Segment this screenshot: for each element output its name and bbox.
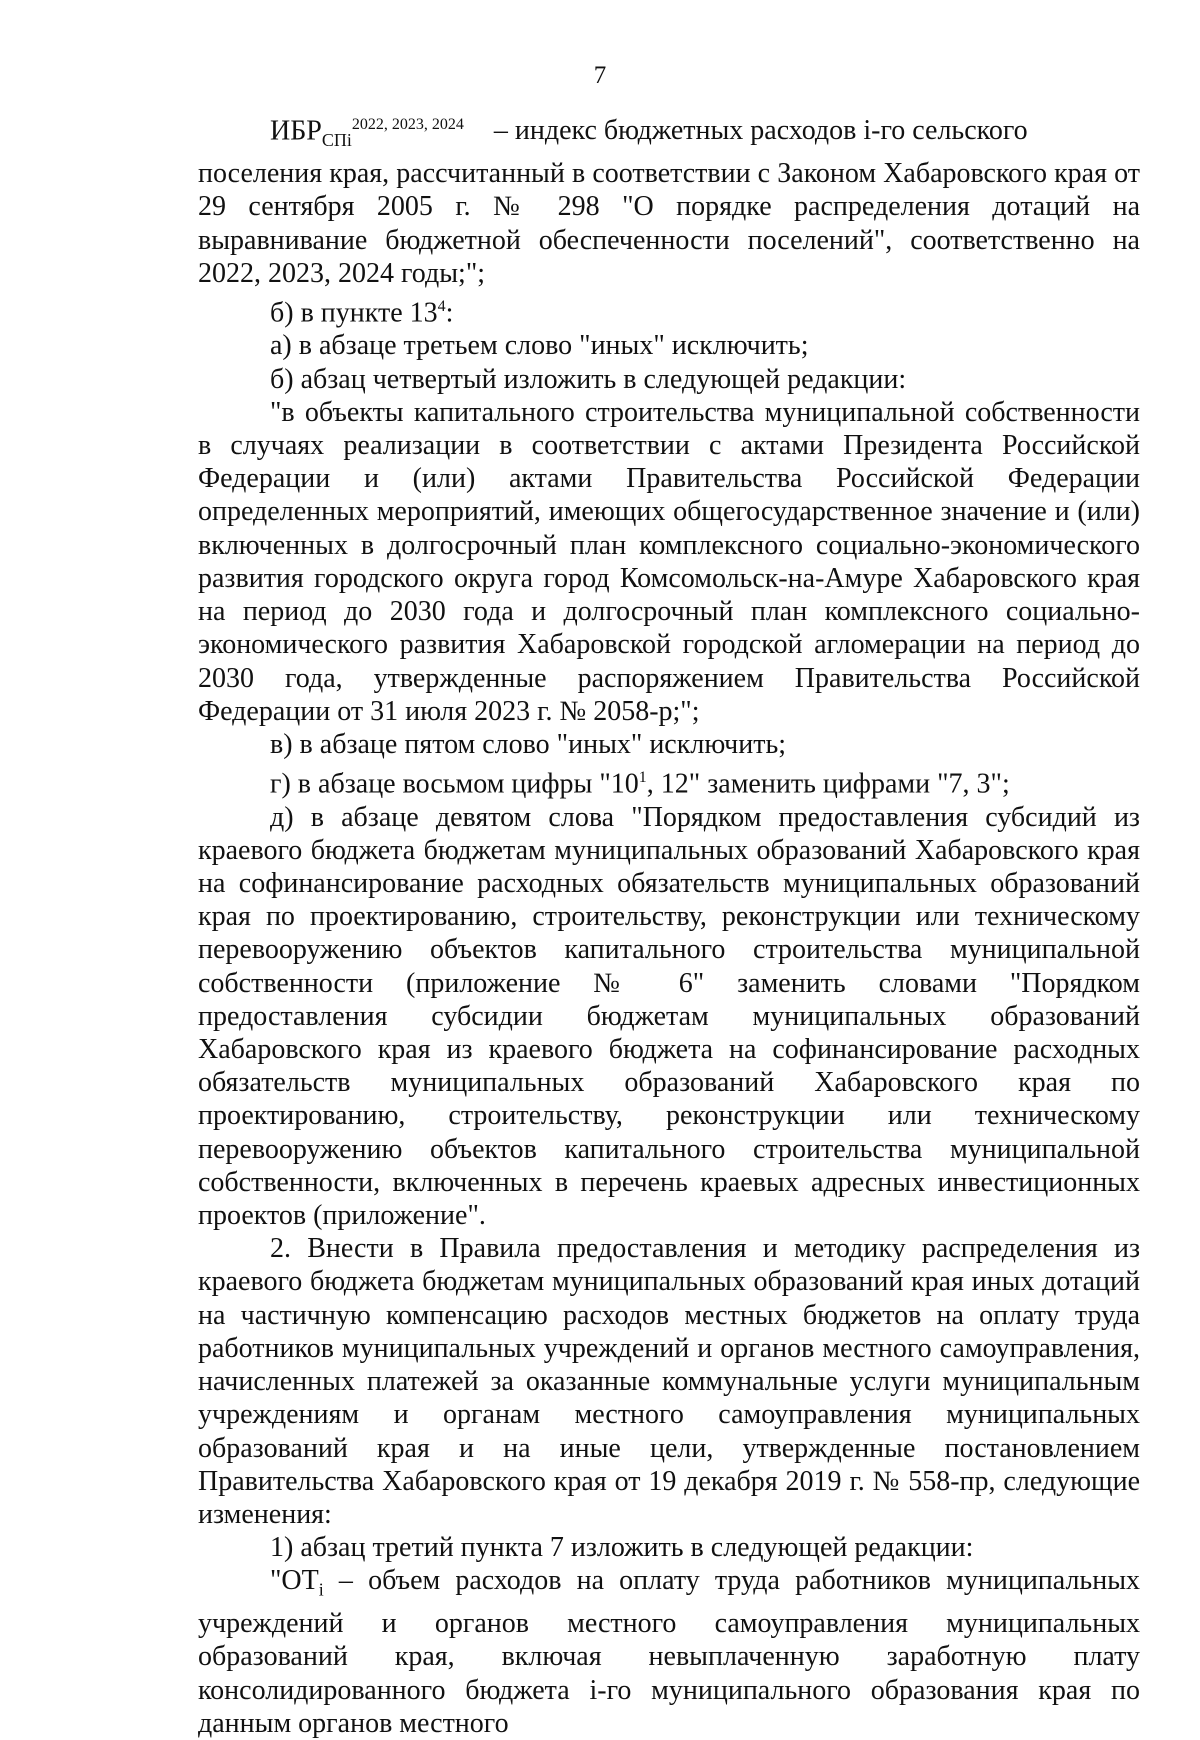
paragraph: в) в абзаце пятом слово "иных" исключить;: [270, 728, 787, 760]
paragraph: "в объекты капитального строительства муниципальной собственности в случаях реализации в соответствии с актами Президента Российской Федерации и (или) актами Правительства Российской Федерации определенных мероприятий, имеющих общегосударственное значение и (или) включенных в долгосрочный план комплексного социально-экономического развития городского округа город Комсомольск-на-Амуре Хабаровского края на период до 2030 года и долгосрочный план комплексного социально-экономического развития Хабаровской городской агломерации на период до 2030 года, утвержденные распоряжением Правительства Российской Федерации от 31 июля 2023 г. № 2058-р;";: [198, 396, 1140, 727]
paragraph-text: , 12" заменить цифрами "7, 3";: [646, 768, 1010, 800]
formula-term: [270, 108, 464, 157]
paragraph: 2. Внести в Правила предоставления и методику распределения из краевого бюджета бюджетам муниципальных образований края иных дотаций на частичную компенсацию расходов местных бюджетов на оплату труда работников муниципальных учреждений и органов местного самоуправления, начисленных платежей за оказанные коммунальные услуги муниципальным учреждениям и органам местного самоуправления муниципальных образований края и на иные цели, утвержденные постановлением Правительства Хабаровского края от 19 декабря 2019 г. № 558-пр, следующие изменения:: [198, 1233, 1140, 1530]
paragraph-text: "ОТ: [270, 1565, 319, 1597]
formula-definition-start: – индекс бюджетных расходов i-го сельского: [493, 115, 1028, 147]
paragraph: [198, 1564, 1140, 1740]
paragraph-text: – объем расходов на оплату труда работников муниципальных учреждений и органов местного самоуправления муниципальных образований края, включая невыплаченную заработную плату консолидированного бюджета i-го муниципального образования края по данным органов местного: [198, 1565, 1140, 1739]
paragraph-text: г) в абзаце восьмом цифры "10: [270, 768, 639, 800]
superscript: 1: [638, 769, 647, 787]
paragraph: поселения края, рассчитанный в соответствии с Законом Хабаровского края от 29 сентября 2005 г. № 298 "О порядке распределения дотаций на выравнивание бюджетной обеспеченности поселений", соответственно на 2022, 2023, 2024 годы;";: [198, 158, 1140, 289]
formula-term-sup: 2022, 2023, 2024: [351, 116, 464, 133]
paragraph: [198, 761, 1140, 801]
paragraph: [198, 290, 1140, 330]
page-number: 7: [593, 62, 607, 89]
paragraph: 1) абзац третий пункта 7 изложить в следующей редакции:: [270, 1532, 974, 1564]
document-body: [198, 108, 1140, 1740]
formula-term-sub: СПi: [321, 129, 352, 150]
paragraph: б) абзац четвертый изложить в следующей редакции:: [270, 363, 907, 395]
formula-term-base: ИБР: [270, 115, 322, 147]
paragraph: а) в абзаце третьем слово "иных" исключить;: [270, 330, 809, 362]
paragraph-text: б) в пункте 13: [270, 297, 438, 329]
superscript: 4: [437, 297, 446, 315]
formula-definition-line: [198, 108, 1140, 157]
paragraph-text: :: [445, 297, 454, 329]
paragraph: д) в абзаце девятом слова "Порядком предоставления субсидий из краевого бюджета бюджетам муниципальных образований Хабаровского края на софинансирование расходных обязательств муниципальных образований края по проектированию, строительству, реконструкции или техническому перевооружению объектов капитального строительства муниципальной собственности (приложение № 6" заменить словами "Порядком предоставления субсидии бюджетам муниципальных образований Хабаровского края из краевого бюджета на софинансирование расходных обязательств муниципальных образований Хабаровского края по проектированию, строительству, реконструкции или техническому перевооружению объектов капитального строительства муниципальной собственности, включенных в перечень краевых адресных инвестиционных проектов (приложение".: [198, 801, 1140, 1232]
subscript: i: [318, 1579, 324, 1600]
